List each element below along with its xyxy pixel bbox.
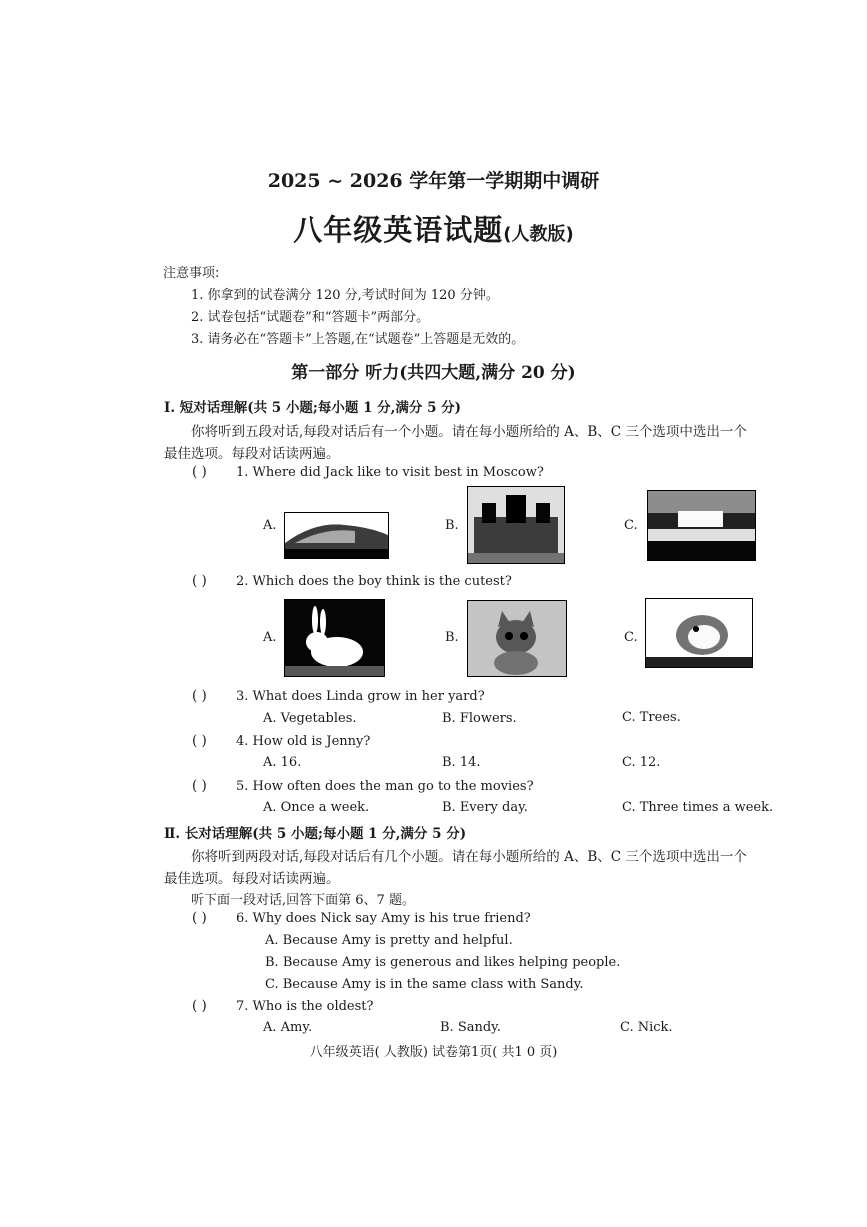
q6-option-b: B. Because Amy is generous and likes helping people. — [265, 955, 621, 970]
section1-instruction-line1: 你将听到五段对话,每段对话后有一个小题。请在每小题所给的 A、B、C 三个选项中选出一个 — [191, 424, 747, 440]
q4-answer-blank[interactable]: ( ) — [192, 733, 207, 749]
q1-option-a-building-image — [284, 512, 389, 559]
q5-option-a: A. Once a week. — [263, 800, 370, 815]
q3-option-a: A. Vegetables. — [263, 711, 357, 726]
q6-option-a: A. Because Amy is pretty and helpful. — [265, 933, 513, 948]
q4-text: 4. How old is Jenny? — [236, 734, 371, 749]
q4-option-c: C. 12. — [622, 755, 661, 770]
q3-option-b: B. Flowers. — [442, 711, 517, 726]
q2-option-a-rabbit-image — [284, 599, 385, 677]
q5-option-c: C. Three times a week. — [622, 800, 774, 815]
q5-option-b: B. Every day. — [442, 800, 528, 815]
q1-answer-blank[interactable]: ( ) — [192, 464, 207, 480]
q7-answer-blank[interactable]: ( ) — [192, 998, 207, 1014]
q7-option-b: B. Sandy. — [440, 1020, 501, 1035]
q2-text: 2. Which does the boy think is the cutest? — [236, 574, 512, 589]
q6-answer-blank[interactable]: ( ) — [192, 910, 207, 926]
q6-text: 6. Why does Nick say Amy is his true friend? — [236, 911, 531, 926]
q2-option-c-hamster-image — [645, 598, 753, 668]
section2-instruction-line2: 最佳选项。每段对话读两遍。 — [164, 871, 340, 887]
q2-option-a-label: A. — [263, 630, 277, 645]
exam-title-main: 八年级英语试题 — [293, 213, 504, 247]
q1-option-b-label: B. — [445, 518, 459, 533]
q4-option-a: A. 16. — [263, 755, 302, 770]
part1-title: 第一部分 听力(共四大题,满分 20 分) — [291, 363, 576, 383]
q1-option-b-palace-image — [467, 486, 565, 564]
q3-option-c: C. Trees. — [622, 710, 681, 725]
q3-text: 3. What does Linda grow in her yard? — [236, 689, 485, 704]
q2-answer-blank[interactable]: ( ) — [192, 573, 207, 589]
page-footer: 八年级英语( 人教版) 试卷第1页( 共1 0 页) — [309, 1045, 558, 1060]
exam-title — [0, 208, 867, 249]
q1-option-c-landscape-image — [647, 490, 756, 561]
section1-title: Ⅰ. 短对话理解(共 5 小题;每小题 1 分,满分 5 分) — [164, 400, 462, 416]
q5-answer-blank[interactable]: ( ) — [192, 778, 207, 794]
q3-answer-blank[interactable]: ( ) — [192, 688, 207, 704]
q1-option-a-label: A. — [263, 518, 277, 533]
note-item-1: 1. 你拿到的试卷满分 120 分,考试时间为 120 分钟。 — [191, 288, 499, 303]
exam-title-edition: (人教版) — [503, 224, 574, 245]
section2-instruction-line1: 你将听到两段对话,每段对话后有几个小题。请在每小题所给的 A、B、C 三个选项中选出一个 — [191, 849, 747, 865]
exam-period-title: 2025 ~ 2026 学年第一学期期中调研 — [267, 170, 600, 192]
q7-option-a: A. Amy. — [263, 1020, 313, 1035]
section2-title: Ⅱ. 长对话理解(共 5 小题;每小题 1 分,满分 5 分) — [164, 826, 467, 842]
q1-text: 1. Where did Jack like to visit best in Moscow? — [236, 465, 544, 480]
note-item-3: 3. 请务必在“答题卡”上答题,在“试题卷”上答题是无效的。 — [191, 332, 525, 347]
note-item-2: 2. 试卷包括“试题卷”和“答题卡”两部分。 — [191, 310, 430, 325]
q6-option-c: C. Because Amy is in the same class with Sandy. — [265, 977, 584, 992]
q2-option-c-label: C. — [624, 630, 638, 645]
q4-option-b: B. 14. — [442, 755, 481, 770]
q7-text: 7. Who is the oldest? — [236, 999, 374, 1014]
section2-sub-instruction: 听下面一段对话,回答下面第 6、7 题。 — [191, 893, 415, 908]
notes-heading: 注意事项: — [163, 266, 220, 281]
q5-text: 5. How often does the man go to the movies? — [236, 779, 534, 794]
q1-option-c-label: C. — [624, 518, 638, 533]
section1-instruction-line2: 最佳选项。每段对话读两遍。 — [164, 446, 340, 462]
q2-option-b-kitten-image — [467, 600, 567, 677]
q2-option-b-label: B. — [445, 630, 459, 645]
q7-option-c: C. Nick. — [620, 1020, 673, 1035]
